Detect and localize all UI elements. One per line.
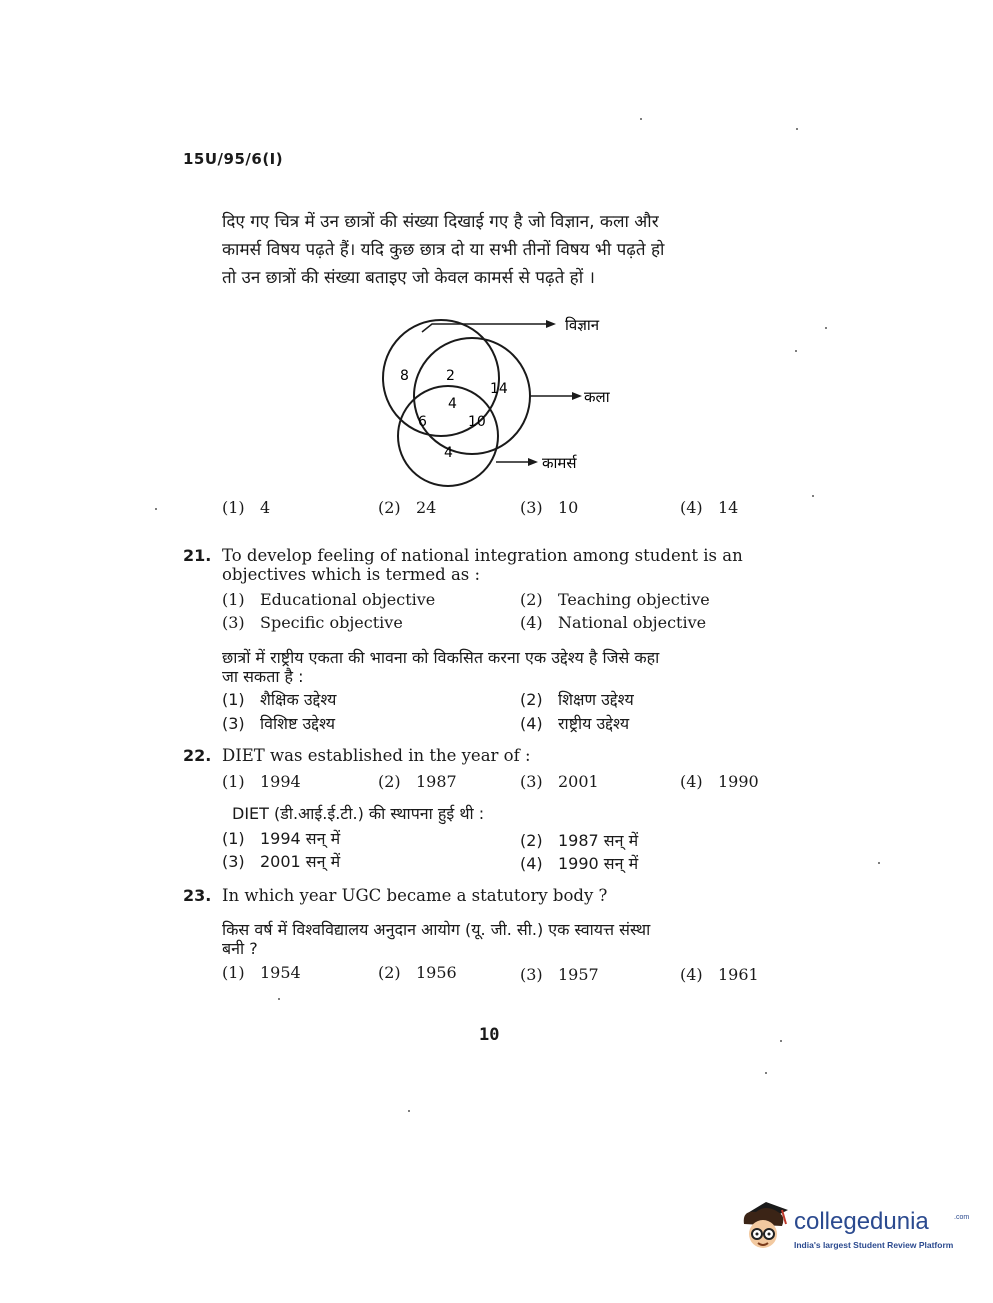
option-number: (1) [222, 963, 245, 982]
question-23-text: In which year UGC became a statutory body ? [222, 886, 608, 905]
option-number: (3) [520, 498, 543, 517]
option-number: (2) [378, 963, 401, 982]
option-number: (1) [222, 690, 245, 709]
option-number: (2) [378, 498, 401, 517]
scan-speck [765, 1072, 767, 1074]
q22-hi-option-2[interactable] [520, 829, 638, 851]
option-text: राष्ट्रीय उद्देश्य [558, 714, 630, 733]
q20-option-3[interactable] [520, 498, 578, 517]
question-21-line-2: objectives which is termed as : [222, 565, 481, 584]
q20-option-4[interactable] [680, 498, 738, 517]
question-23-hindi-text [222, 920, 812, 958]
question-20-line-3: तो उन छात्रों की संख्या बताइए जो केवल कामर्स से पढ़ते हों । [222, 268, 595, 288]
option-text: 14 [718, 498, 739, 517]
q20-option-1[interactable] [222, 498, 270, 517]
all-three-value: 4 [448, 396, 457, 412]
arts-only-value: 14 [490, 381, 508, 397]
q22-en-option-3[interactable] [520, 772, 599, 791]
option-number: (3) [222, 613, 245, 632]
q22-en-option-2[interactable] [378, 772, 457, 791]
option-text: 2001 [558, 772, 599, 791]
option-text: 10 [558, 498, 579, 517]
commerce-label: कामर्स [542, 454, 577, 472]
page-number: 10 [479, 1025, 500, 1045]
q21-en-option-4[interactable] [520, 613, 706, 632]
option-number: (2) [520, 831, 543, 850]
option-number: (1) [222, 498, 245, 517]
option-text: विशिष्ट उद्देश्य [260, 714, 336, 733]
question-22-hindi-text: DIET (डी.आई.ई.टी.) की स्थापना हुई थी : [232, 804, 485, 823]
science-only-value: 8 [400, 368, 409, 384]
arts-commerce-value: 10 [468, 414, 486, 430]
science-arrowhead [546, 320, 556, 328]
science-commerce-value: 6 [418, 414, 427, 430]
option-number: (1) [222, 829, 245, 848]
option-text: 2001 सन् में [260, 852, 341, 871]
option-text: 1956 [416, 963, 457, 982]
science-arrow [422, 324, 546, 332]
q21-hi-option-2[interactable] [520, 688, 634, 710]
q21-en-option-2[interactable] [520, 590, 710, 609]
option-text: 1954 [260, 963, 301, 982]
paper-code: 15U/95/6(I) [183, 150, 284, 168]
scan-speck [795, 350, 797, 352]
question-21-hindi-text [222, 648, 812, 686]
option-text: 4 [260, 498, 271, 517]
option-number: (3) [520, 772, 543, 791]
option-number: (2) [520, 590, 543, 609]
question-21-hindi-line-2: जा सकता है : [222, 667, 304, 686]
option-number: (3) [222, 714, 245, 733]
option-text: शिक्षण उद्देश्य [558, 690, 634, 709]
option-number: (3) [222, 852, 245, 871]
scan-speck [796, 128, 798, 130]
q23-option-2[interactable] [378, 963, 457, 982]
question-20-hindi-text [222, 208, 822, 292]
option-number: (4) [520, 714, 543, 733]
science-arts-value: 2 [446, 368, 455, 384]
q23-option-4[interactable] [680, 965, 759, 984]
option-number: (4) [680, 498, 703, 517]
q21-en-option-1[interactable] [222, 590, 435, 609]
option-number: (1) [222, 772, 245, 791]
scan-speck [408, 1110, 410, 1112]
option-text: 24 [416, 498, 437, 517]
option-text: 1990 सन् में [558, 854, 639, 873]
scan-speck [780, 1040, 782, 1042]
option-number: (4) [520, 854, 543, 873]
scan-speck [640, 118, 642, 120]
option-text: Teaching objective [558, 590, 710, 609]
question-21-line-1: To develop feeling of national integration among student is an [222, 546, 743, 565]
brand-name: collegedunia [794, 1208, 929, 1235]
q23-option-3[interactable] [520, 965, 599, 984]
q22-hi-option-3[interactable] [222, 850, 340, 872]
option-text: National objective [558, 613, 707, 632]
arts-circle [414, 338, 530, 454]
question-20-line-2: कामर्स विषय पढ़ते हैं। यदि कुछ छात्र दो या सभी तीनों विषय भी पढ़ते हो [222, 240, 665, 260]
commerce-arrowhead [528, 458, 538, 466]
q23-option-1[interactable] [222, 963, 301, 982]
option-text: 1990 [718, 772, 759, 791]
option-text: 1987 [416, 772, 457, 791]
option-text: Educational objective [260, 590, 436, 609]
option-number: (1) [222, 590, 245, 609]
option-text: 1994 सन् में [260, 829, 341, 848]
scan-speck [825, 327, 827, 329]
option-number: (2) [378, 772, 401, 791]
question-21-hindi-line-1: छात्रों में राष्ट्रीय एकता की भावना को विकसित करना एक उद्देश्य है जिसे कहा [222, 648, 660, 667]
option-number: (4) [680, 772, 703, 791]
q21-en-option-3[interactable] [222, 613, 403, 632]
mascot-icon [736, 1196, 794, 1260]
option-text: शैक्षिक उद्देश्य [260, 690, 337, 709]
brand-suffix: .com [954, 1214, 970, 1221]
option-text: 1987 सन् में [558, 831, 639, 850]
q22-en-option-4[interactable] [680, 772, 759, 791]
question-23-hindi-line-2: बनी ? [222, 939, 258, 958]
q22-hi-option-4[interactable] [520, 852, 638, 874]
question-22-text: DIET was established in the year of : [222, 746, 531, 765]
question-21-text [222, 546, 812, 584]
scan-speck [278, 998, 280, 1000]
q22-en-option-1[interactable] [222, 772, 301, 791]
question-22-number: 22. [183, 746, 212, 765]
option-text: 1994 [260, 772, 301, 791]
collegedunia-logo [736, 1196, 970, 1260]
option-number: (3) [520, 965, 543, 984]
scan-speck [878, 862, 880, 864]
option-text: 1961 [718, 965, 759, 984]
option-text: 1957 [558, 965, 599, 984]
q20-option-2[interactable] [378, 498, 436, 517]
q22-hi-option-1[interactable] [222, 827, 340, 849]
q21-hi-option-3[interactable] [222, 712, 335, 734]
brand-tagline: India's largest Student Review Platform [794, 1240, 954, 1250]
option-number: (4) [680, 965, 703, 984]
question-21-number: 21. [183, 546, 212, 565]
question-20-line-1: दिए गए चित्र में उन छात्रों की संख्या दिखाई गए है जो विज्ञान, कला और [222, 212, 659, 232]
option-text: Specific objective [260, 613, 403, 632]
arts-label: कला [584, 388, 610, 406]
scan-speck [812, 495, 814, 497]
question-23-hindi-line-1: किस वर्ष में विश्वविद्यालय अनुदान आयोग (यू. जी. सी.) एक स्वायत्त संस्था [222, 920, 651, 939]
scan-speck [155, 508, 157, 510]
option-number: (2) [520, 690, 543, 709]
q21-hi-option-4[interactable] [520, 712, 629, 734]
option-number: (4) [520, 613, 543, 632]
q21-hi-option-1[interactable] [222, 688, 336, 710]
question-23-number: 23. [183, 886, 212, 905]
venn-diagram [360, 300, 660, 500]
science-label: विज्ञान [565, 316, 600, 334]
commerce-only-value: 4 [444, 445, 453, 461]
arts-arrowhead [572, 392, 582, 400]
